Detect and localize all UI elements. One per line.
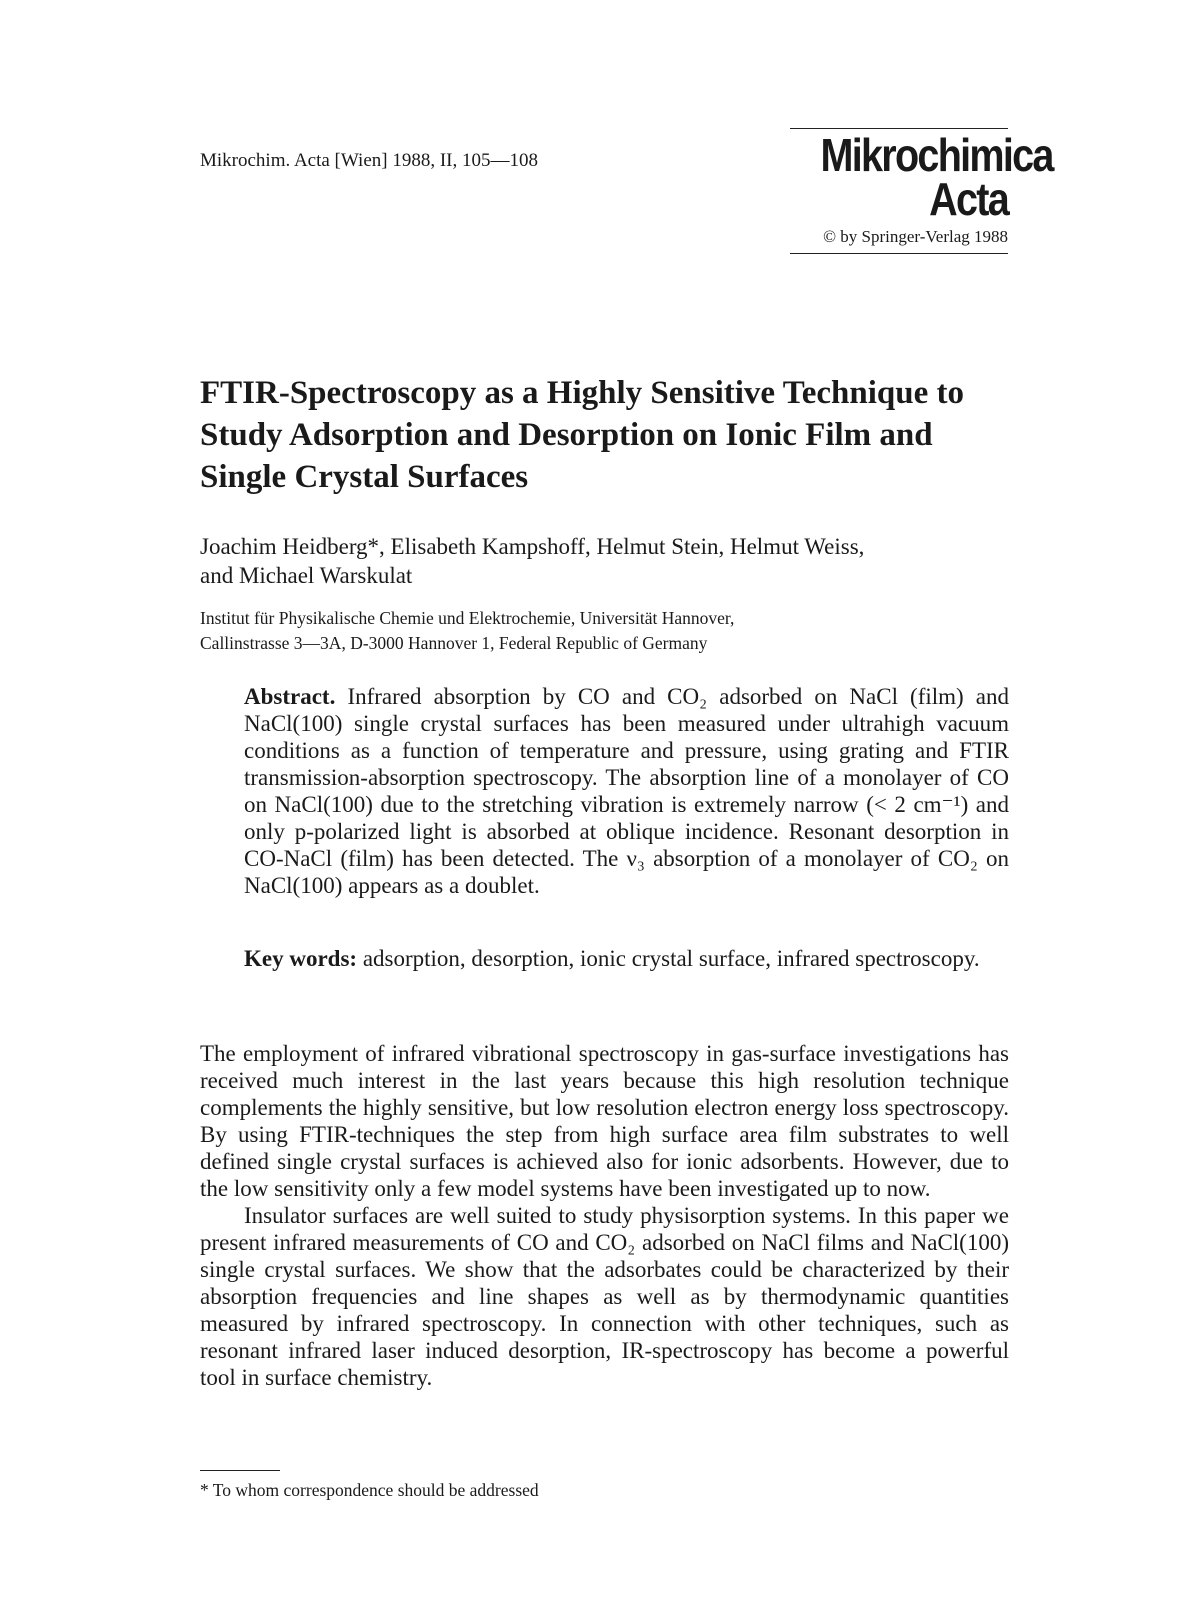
journal-logo-line2: Acta (929, 173, 1008, 225)
authors-line-1: Joachim Heidberg*, Elisabeth Kampshoff, Helmut Stein, Helmut Weiss, (200, 534, 865, 559)
journal-masthead (790, 128, 1053, 254)
author-affiliation (200, 606, 1000, 656)
affiliation-line-1: Institut für Physikalische Chemie und Elektrochemie, Universität Hannover, (200, 608, 735, 628)
keywords-label: Key words: (244, 946, 358, 971)
author-list (200, 532, 1000, 590)
abstract-text: Infrared absorption by CO and CO₂ adsorbed on NaCl (film) and NaCl(100) single crystal surfaces has been measured under ultrahigh vacuum conditions as a function of temperature and pressure, using grating and FTIR transmission-absorption spectroscopy. The absorption line of a monolayer of CO on NaCl(100) due to the stretching vibration is extremely narrow (< 2 cm⁻¹) and only p-polarized light is absorbed at oblique incidence. Resonant desorption in CO-NaCl (film) has been detected. The ν₃ absorption of a monolayer of CO₂ on NaCl(100) appears as a doublet. (244, 684, 1010, 898)
body-text (200, 1040, 1009, 1391)
journal-citation: Mikrochim. Acta [Wien] 1988, II, 105—108 (200, 150, 539, 171)
masthead-bottom-rule (790, 253, 1008, 254)
abstract-label: Abstract. (244, 684, 336, 709)
journal-logo (820, 129, 1053, 225)
body-paragraph-1: The employment of infrared vibrational spectroscopy in gas-surface investigations has received much interest in the last years because this high resolution technique complements the highly sensitive, but low resolution electron energy loss spectroscopy. By using FTIR-techniques the step from high surface area film substrates to well defined single crystal surfaces is achieved also for ionic adsorbents. However, due to the low sensitivity only a few model systems have been investigated up to now. (200, 1041, 1009, 1201)
keywords-text: adsorption, desorption, ionic crystal surface, infrared spectroscopy. (362, 946, 980, 971)
body-paragraph-2: Insulator surfaces are well suited to study physisorption systems. In this paper we present infrared measurements of CO and CO₂ adsorbed on NaCl films and NaCl(100) single crystal surfaces. We show that the adsorbates could be characterized by their absorption frequencies and line shapes as well as by thermodynamic quantities measured by infrared spectroscopy. In connection with other techniques, such as resonant infrared laser induced desorption, IR-spectroscopy has become a powerful tool in surface chemistry. (200, 1203, 1009, 1390)
keywords (244, 945, 1009, 972)
footnote-rule (200, 1470, 280, 1471)
authors-line-2: and Michael Warskulat (200, 563, 413, 588)
abstract (244, 683, 1009, 899)
journal-logo-line1: Mikrochimica (820, 129, 1053, 181)
article-title: FTIR-Spectroscopy as a Highly Sensitive Technique to Study Adsorption and Desorption on Ionic Film and Single Crystal Surfaces (200, 375, 964, 495)
affiliation-line-2: Callinstrasse 3—3A, D-3000 Hannover 1, Federal Republic of Germany (200, 633, 708, 653)
footnote: * To whom correspondence should be addressed (200, 1480, 539, 1500)
copyright-notice: © by Springer-Verlag 1988 (823, 227, 1008, 246)
